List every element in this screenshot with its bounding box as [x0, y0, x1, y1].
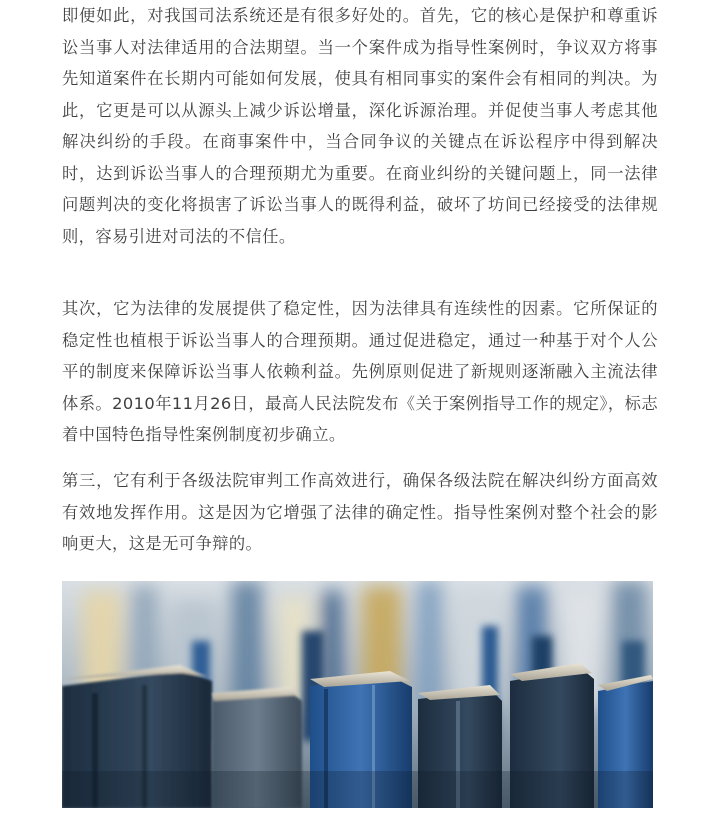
books-illustration [62, 581, 653, 808]
paragraph-3: 第三，它有利于各级法院审判工作高效进行，确保各级法院在解决纠纷方面高效有效地发挥作用。这是因为它增强了法律的确定性。指导性案例对整个社会的影响更大，这是无可争辩的。 [62, 471, 658, 553]
books-photo [62, 581, 653, 808]
paragraph-2: 其次，它为法律的发展提供了稳定性，因为法律具有连续性的因素。它所保证的稳定性也植根于诉讼当事人的合理预期。通过促进稳定，通过一种基于对个人公平的制度来保障诉讼当事人依赖利益。先例原则促进了新规则逐渐融入主流法律体系。2010年11月26日，最高人民法院发布《关于案例指导工作的规定》，标志着中国特色指导性案例制度初步确立。 [62, 299, 658, 444]
paragraph-1: 即便如此，对我国司法系统还是有很多好处的。首先，它的核心是保护和尊重诉讼当事人对法律适用的合法期望。当一个案件成为指导性案例时，争议双方将事先知道案件在长期内可能如何发展，使具有相同事实的案件会有相同的判决。为此，它更是可以从源头上减少诉讼增量，深化诉源治理。并促使当事人考虑其他解决纠纷的手段。在商事案件中，当合同争议的关键点在诉讼程序中得到解决时，达到诉讼当事人的合理预期尤为重要。在商业纠纷的关键问题上，同一法律问题判决的变化将损害了诉讼当事人的既得利益，破坏了坊间已经接受的法律规则，容易引进对司法的不信任。 [62, 6, 658, 246]
